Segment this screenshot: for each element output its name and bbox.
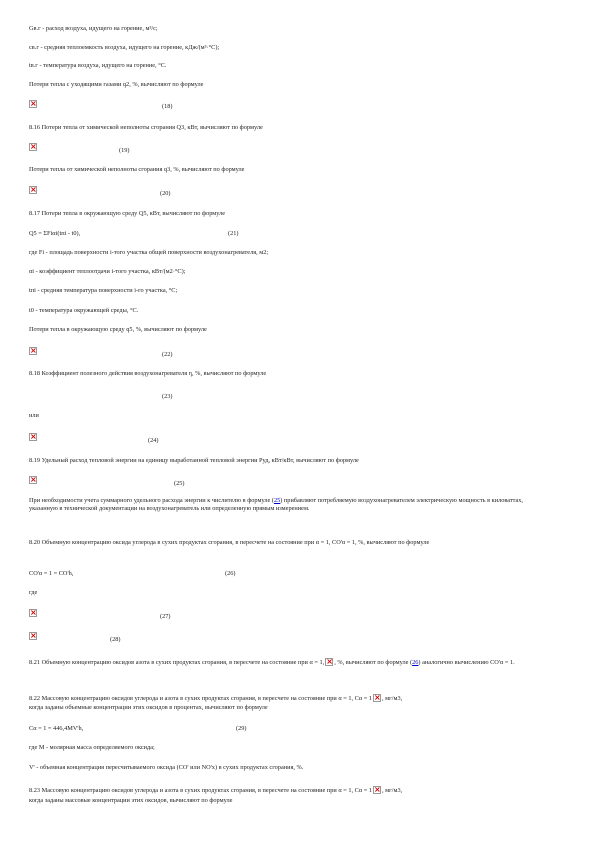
- section-heading: [29, 658, 549, 667]
- broken-image-icon: [29, 186, 37, 194]
- text-line: где M - молярная масса определяемого оксида;: [29, 744, 155, 751]
- broken-image-icon: [29, 609, 37, 617]
- formula-text: Cα = 1 = 446,4MV'h,: [29, 725, 84, 732]
- broken-image-icon: [325, 658, 333, 666]
- text-line: где: [29, 589, 38, 596]
- text-line: когда заданы массовые концентрации этих оксидов, вычисляют по формуле: [29, 797, 233, 804]
- text-line: где Fi - площадь поверхности i-того участка общей поверхности воздухонагревателя, м2;: [29, 249, 269, 256]
- equation-number: (18): [162, 103, 173, 110]
- text-line: Потери тепла в окружающую среду q5, %, вычисляют по формуле: [29, 326, 207, 333]
- broken-image-icon: [29, 347, 37, 355]
- paragraph: [29, 497, 549, 513]
- equation-number: (24): [148, 437, 159, 444]
- equation-number: (23): [162, 393, 173, 400]
- paragraph-text: При необходимости учета суммарного удельного расхода энергии к числителю в формуле (: [29, 497, 274, 504]
- text-line: Gв.г - расход воздуха, идущего на горение, м³/с;: [29, 25, 158, 32]
- section-heading: [29, 694, 402, 703]
- text-line: tпi - средняя температура поверхности i-го участка, °С;: [29, 287, 178, 294]
- paragraph-text: , мг/м3,: [382, 787, 403, 794]
- broken-image-icon: [29, 143, 37, 151]
- equation-number: (21): [228, 230, 239, 237]
- broken-image-icon: [29, 100, 37, 108]
- text-line: V' - объемная концентрация пересчитываемого оксида (CO' или NO'x) в сухих продуктах сгорания, %.: [29, 764, 304, 771]
- text-line: Потери тепла от химической неполноты сгорания q3, %, вычисляют по формуле: [29, 166, 245, 173]
- formula-text: Q5 = ΣFiαi(tпi - t0),: [29, 230, 81, 237]
- section-heading: 8.18 Коэффициент полезного действия воздухонагревателя η, %, вычисляют по формуле: [29, 370, 267, 377]
- paragraph-text: , %, вычисляют по формуле (: [334, 659, 413, 666]
- paragraph-text: 8.22 Массовую концентрацию оксидов углерода и азота в сухих продуктах сгорания, в пересчете на состояние при α = 1, Cα = 1: [29, 695, 373, 702]
- equation-number: (20): [160, 190, 171, 197]
- section-heading: 8.20 Объемную концентрацию оксида углерода в сухих продуктах сгорания, в пересчете на состояние при α = 1, CO'α = 1, %, вычисляют по формуле: [29, 539, 430, 546]
- section-heading: 8.17 Потери тепла в окружающую среду Q5, кВт, вычисляют по формуле: [29, 210, 226, 217]
- broken-image-icon: [29, 632, 37, 640]
- formula-link[interactable]: 26: [412, 659, 419, 666]
- section-heading: 8.16 Потери тепла от химической неполноты сгорания Q3, кВт, вычисляют по формуле: [29, 124, 263, 131]
- equation-number: (29): [236, 725, 247, 732]
- broken-image-icon: [373, 694, 381, 702]
- paragraph-text: ) аналогично вычислению CO'α = 1.: [418, 659, 515, 666]
- paragraph-text: 8.23 Массовую концентрацию оксидов углерода и азота в сухих продуктах сгорания, в пересчете на состояние при α = 1, Cα = 1: [29, 787, 373, 794]
- text-line: когда заданы объемные концентрации этих оксидов в процентах, вычисляют по формуле: [29, 704, 268, 711]
- broken-image-icon: [29, 433, 37, 441]
- paragraph-text: , мг/м3,: [382, 695, 403, 702]
- formula-link[interactable]: 25: [273, 497, 281, 504]
- text-line: αi - коэффициент теплоотдачи i-того участка, кВт/(м2·°С);: [29, 268, 186, 275]
- paragraph-text: 8.21 Объемную концентрацию оксидов азота в сухих продуктах сгорания, в пересчете на состояние при α = 1,: [29, 659, 325, 666]
- equation-number: (19): [119, 147, 130, 154]
- equation-number: (26): [225, 570, 236, 577]
- paragraph-text: ) прибавляют потребляемую воздухонагревателем электрическую мощность в киловаттах, указанную в технической документации на воздухонагреватель или определенную прямым измерением.: [29, 497, 523, 512]
- equation-number: (28): [110, 636, 121, 643]
- section-heading: 8.19 Удельный расход тепловой энергии на единицу выработанной тепловой энергии Руд, кВт/кВт, вычисляют по формуле: [29, 457, 359, 464]
- section-heading: [29, 786, 402, 795]
- broken-image-icon: [373, 786, 381, 794]
- equation-number: (22): [162, 351, 173, 358]
- equation-number: (27): [160, 613, 171, 620]
- text-line: tв.г - температура воздуха, идущего на горение, °С.: [29, 62, 167, 69]
- broken-image-icon: [29, 476, 37, 484]
- equation-number: (25): [174, 480, 185, 487]
- text-line: cв.г - средняя теплоемкость воздуха, идущего на горение, кДж/(м³·°С);: [29, 44, 220, 51]
- formula-text: CO'α = 1 = CO'h,: [29, 570, 74, 577]
- text-line: t0 - температура окружающей среды, °С.: [29, 307, 139, 314]
- text-line: Потери тепла с уходящими газами q2, %, вычисляют по формуле: [29, 81, 204, 88]
- text-line: или: [29, 412, 39, 419]
